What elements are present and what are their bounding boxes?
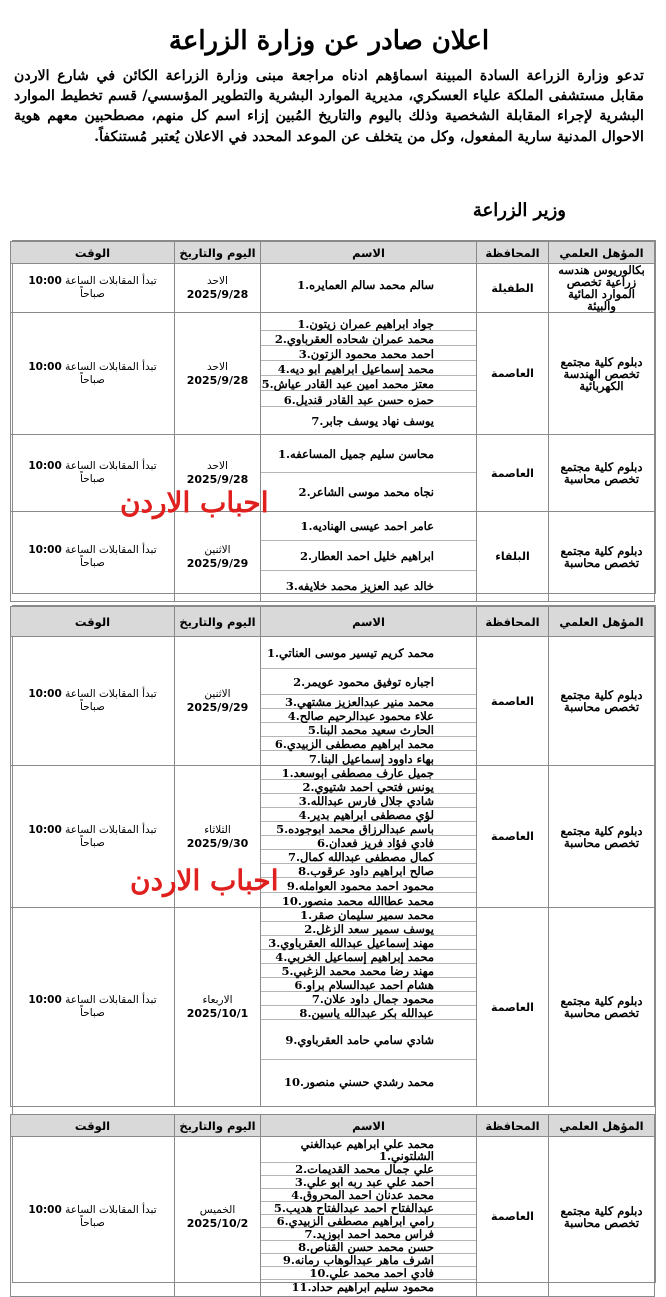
date-label: 2025/9/30 <box>186 836 249 850</box>
header-qualification: المؤهل العلمي <box>549 607 655 637</box>
candidate-name: يونس فتحي احمد شتيوي.2 <box>261 780 476 794</box>
candidate-name: مهند إسماعيل عبدالله العقرباوي.3 <box>261 936 476 950</box>
candidate-name: الحارث سعيد محمد البنا.5 <box>261 723 476 737</box>
header-day-date: اليوم والتاريخ <box>175 1115 261 1137</box>
candidate-name: محمد رشدي حسني منصور.10 <box>283 1075 434 1089</box>
time-hour: 10:00 <box>28 360 62 373</box>
qualification-cell: دبلوم كلية مجتمع تخصص محاسبة <box>549 1137 655 1297</box>
qualification-cell: دبلوم كلية مجتمع تخصص محاسبة <box>549 766 655 908</box>
time-hour: 10:00 <box>28 275 62 287</box>
day-label: الثلاثاء <box>204 823 231 836</box>
day-date-cell <box>175 637 261 766</box>
announcement-title: اعلان صادر عن وزارة الزراعة <box>168 26 490 56</box>
candidate-name: محمد عدنان احمد المحروق.4 <box>261 1189 476 1202</box>
day-date-cell <box>175 264 261 313</box>
day-label: الاثنين <box>204 688 231 700</box>
governorate-cell: العاصمة <box>477 637 549 766</box>
candidate-name: شادي جلال فارس عبدالله.3 <box>261 794 476 808</box>
candidate-name: احمد علي عبد ربه ابو علي.3 <box>261 1176 476 1189</box>
time-suffix: صباحاً <box>80 701 105 713</box>
table-row <box>11 1137 655 1297</box>
time-prefix: تبدأ المقابلات الساعة <box>65 543 157 556</box>
minister-signature: وزير الزراعة <box>472 200 566 221</box>
candidate-name: محمد عطاالله محمد منصور.10 <box>281 894 434 908</box>
header-time: الوقت <box>11 242 175 264</box>
candidate-name: عامر احمد عيسى الهناديه.1 <box>261 512 476 541</box>
qualification-cell: بكالوريوس هندسه زراعية تخصص الموارد المائية والبيئة <box>549 264 655 313</box>
time-cell <box>11 908 175 1107</box>
day-date-cell <box>175 908 261 1107</box>
candidate-name: محمد إبراهيم إسماعيل الخربي.4 <box>261 950 476 964</box>
governorate-cell: العاصمة <box>477 1137 549 1297</box>
candidate-name: رامي ابراهيم مصطفى الزبيدي.6 <box>261 1215 476 1228</box>
interview-table-1 <box>12 240 656 594</box>
candidate-name: محمود احمد محمود العوامله.9 <box>261 878 476 893</box>
candidate-name: مهند رضا محمد محمد الزغبي.5 <box>261 964 476 978</box>
candidate-name: محمد ابراهيم مصطفى الزبيدي.6 <box>261 737 476 751</box>
names-cell <box>261 766 477 908</box>
names-cell <box>261 1137 477 1297</box>
time-suffix: صباحاً <box>80 373 105 386</box>
candidate-name: نجاه محمد موسى الشاعر.2 <box>298 485 434 499</box>
time-cell <box>11 313 175 435</box>
day-date-cell <box>175 1137 261 1297</box>
time-hour: 10:00 <box>28 994 62 1006</box>
date-label: 2025/9/28 <box>186 373 249 387</box>
time-suffix: صباحاً <box>80 1007 105 1019</box>
candidate-name: لؤي مصطفى ابراهيم بدير.4 <box>261 808 476 822</box>
time-suffix: صباحاً <box>80 473 105 485</box>
date-label: 2025/9/29 <box>186 556 249 570</box>
table-header-row <box>11 242 655 264</box>
name-list <box>261 313 476 434</box>
header-name: الاسم <box>261 242 477 264</box>
candidate-name: محمد سمير سليمان صقر.1 <box>261 908 476 922</box>
time-hour: 10:00 <box>28 543 62 556</box>
announcement-body: تدعو وزارة الزراعة السادة المبينة اسماؤهم ادناه مراجعة مبنى وزارة الزراعة الكائن في شارع الاردن مقابل مستشفى الملكة علياء العسكري، مديرية الموارد البشرية والتطوير المؤسسي/ قسم تخطيط الموارد البشرية لإجراء المقابلة الشخصية وذلك باليوم والتاريخ المُبين إزاء اسم كل منهم، مصطحبين معهم هوية الاحوال المدنية سارية المفعول، وكل من يتخلف عن الموعد المحدد في الاعلان يُعتبر مُستنكفاً. <box>14 68 644 145</box>
time-hour: 10:00 <box>28 688 62 700</box>
qualification-cell: دبلوم كلية مجتمع تخصص محاسبة <box>549 435 655 512</box>
candidate-name: محمد إسماعيل ابراهيم ابو ديه.4 <box>261 361 476 376</box>
name-list <box>261 766 476 907</box>
name-list <box>261 908 476 1104</box>
time-cell <box>11 637 175 766</box>
candidate-name: باسم عبدالرزاق محمد ابوجوده.5 <box>261 822 476 836</box>
candidate-name: فراس محمد احمد ابوزيد.7 <box>261 1228 476 1241</box>
candidate-name: كمال مصطفى عبدالله كمال.7 <box>261 850 476 864</box>
header-governorate: المحافظة <box>477 242 549 264</box>
time-prefix: تبدأ المقابلات الساعة <box>65 460 157 472</box>
time-prefix: تبدأ المقابلات الساعة <box>65 994 157 1006</box>
date-label: 2025/10/1 <box>186 1007 249 1020</box>
candidate-name: فادي فؤاد فريز فعدان.6 <box>261 836 476 850</box>
candidate-name: معتز محمد امين عبد القادر عياش.5 <box>261 376 476 391</box>
watermark-text: احباب الاردن <box>120 486 269 519</box>
qualification-cell: دبلوم كلية مجتمع تخصص محاسبة <box>549 512 655 602</box>
date-label: 2025/9/29 <box>186 701 249 714</box>
names-cell <box>261 435 477 512</box>
day-label: الاحد <box>207 360 228 373</box>
table-row <box>11 264 655 313</box>
candidate-name: علاء محمود عبدالرحيم صالح.4 <box>261 709 476 723</box>
candidate-name: محاسن سليم جميل المساعفه.1 <box>261 435 476 473</box>
governorate-cell: البلقاء <box>477 512 549 602</box>
time-prefix: تبدأ المقابلات الساعة <box>65 688 157 700</box>
candidate-name: محمد كريم تيسير موسى العناتي.1 <box>261 637 476 669</box>
governorate-cell: العاصمة <box>477 435 549 512</box>
time-prefix: تبدأ المقابلات الساعة <box>65 360 157 373</box>
candidate-name: عبدالفتاح احمد عبدالفتاح هديب.5 <box>261 1202 476 1215</box>
candidate-name: بهاء داوود إسماعيل البنا.7 <box>308 752 434 766</box>
time-cell <box>11 1137 175 1297</box>
candidate-name: محمد علي ابراهيم عبدالغني الشلتوني.1 <box>261 1137 476 1163</box>
qualification-cell: دبلوم كلية مجتمع تخصص محاسبة <box>549 637 655 766</box>
header-time: الوقت <box>11 1115 175 1137</box>
candidate-name: فادي احمد محمد علي.10 <box>261 1267 476 1280</box>
table-header-row <box>11 1115 655 1137</box>
candidate-name: خالد عبد العزيز محمد خلايفه.3 <box>285 579 434 593</box>
time-suffix: صباحاً <box>80 1216 105 1229</box>
name-list <box>261 1137 476 1293</box>
header-governorate: المحافظة <box>477 1115 549 1137</box>
header-time: الوقت <box>11 607 175 637</box>
candidate-name: محمد منير عبدالعزيز مشتهي.3 <box>261 695 476 709</box>
time-suffix: صباحاً <box>80 836 105 849</box>
day-label: الاثنين <box>204 543 231 556</box>
time-hour: 10:00 <box>28 823 62 836</box>
time-prefix: تبدأ المقابلات الساعة <box>65 275 157 287</box>
governorate-cell: العاصمة <box>477 766 549 908</box>
candidate-name: جواد ابراهيم عمران زيتون.1 <box>261 313 476 331</box>
governorate-cell: العاصمة <box>477 313 549 435</box>
table-row <box>11 908 655 1107</box>
candidate-name: يوسف سمير سعد الزغل.2 <box>261 922 476 936</box>
name-list <box>261 435 476 511</box>
table-row <box>11 766 655 908</box>
names-cell <box>261 908 477 1107</box>
time-prefix: تبدأ المقابلات الساعة <box>65 823 157 836</box>
qualification-cell: دبلوم كلية مجتمع تخصص محاسبة <box>549 908 655 1107</box>
names-cell <box>261 313 477 435</box>
table-row <box>11 313 655 435</box>
candidate-name: هشام احمد عبدالسلام براو.6 <box>261 978 476 992</box>
candidate-name: حمزه حسن عبد القادر قنديل.6 <box>261 391 476 407</box>
header-name: الاسم <box>261 1115 477 1137</box>
candidate-name: محمود جمال داود علان.7 <box>261 992 476 1006</box>
day-label: الاحد <box>207 275 228 287</box>
day-label: الخميس <box>199 1203 236 1216</box>
watermark-text: احباب الاردن <box>130 864 279 897</box>
candidate-name: يوسف نهاد يوسف جابر.7 <box>311 413 434 428</box>
interview-table-2 <box>12 605 656 1294</box>
candidate-name: محمود سليم ابراهيم حداد.11 <box>291 1280 434 1294</box>
table-row <box>11 435 655 512</box>
governorate-cell: الطفيلة <box>477 264 549 313</box>
time-suffix: صباحاً <box>80 288 105 300</box>
time-hour: 10:00 <box>28 460 62 472</box>
header-name: الاسم <box>261 607 477 637</box>
candidate-name: علي جمال محمد القديمات.2 <box>261 1163 476 1176</box>
date-label: 2025/10/2 <box>186 1216 249 1230</box>
header-day-date: اليوم والتاريخ <box>175 242 261 264</box>
name-list <box>261 637 476 765</box>
table-row <box>11 512 655 602</box>
day-date-cell <box>175 313 261 435</box>
date-label: 2025/9/28 <box>186 473 249 486</box>
candidate-name: ابراهيم خليل احمد العطار.2 <box>261 541 476 571</box>
header-governorate: المحافظة <box>477 607 549 637</box>
table-header-row <box>11 607 655 637</box>
candidate-name: سالم محمد سالم العمايره.1 <box>297 277 434 292</box>
candidate-name: شادي سامي حامد العقرباوي.9 <box>261 1020 476 1060</box>
names-cell <box>261 637 477 766</box>
day-label: الاحد <box>207 460 228 472</box>
governorate-cell: العاصمة <box>477 908 549 1107</box>
day-date-cell <box>175 512 261 602</box>
candidate-name: جميل عارف مصطفى ابوسعد.1 <box>261 766 476 780</box>
time-hour: 10:00 <box>28 1203 62 1216</box>
time-cell <box>11 512 175 602</box>
name-list <box>261 264 476 305</box>
candidate-name: محمد عمران شحاده العقرباوي.2 <box>261 331 476 346</box>
names-cell <box>261 512 477 602</box>
time-suffix: صباحاً <box>80 556 105 569</box>
table-row <box>11 637 655 766</box>
header-day-date: اليوم والتاريخ <box>175 607 261 637</box>
candidate-name: احمد محمد محمود الزتون.3 <box>261 346 476 361</box>
time-cell <box>11 264 175 313</box>
names-cell <box>261 264 477 313</box>
candidate-name: عبدالله بكر عبدالله ياسين.8 <box>261 1006 476 1020</box>
date-label: 2025/9/28 <box>186 288 249 301</box>
candidate-name: اشرف ماهر عبدالوهاب رمانه.9 <box>261 1254 476 1267</box>
qualification-cell: دبلوم كلية مجتمع تخصص الهندسة الكهربائية <box>549 313 655 435</box>
candidate-name: صالح ابراهيم داود عرقوب.8 <box>261 864 476 878</box>
day-label: الاربعاء <box>202 994 233 1006</box>
announcement <box>0 0 666 240</box>
header-qualification: المؤهل العلمي <box>549 242 655 264</box>
header-qualification: المؤهل العلمي <box>549 1115 655 1137</box>
name-list <box>261 512 476 601</box>
time-prefix: تبدأ المقابلات الساعة <box>65 1203 157 1216</box>
candidate-name: حسن محمد حسن القناص.8 <box>261 1241 476 1254</box>
candidate-name: اجباره توفيق محمود عويمر.2 <box>261 669 476 695</box>
